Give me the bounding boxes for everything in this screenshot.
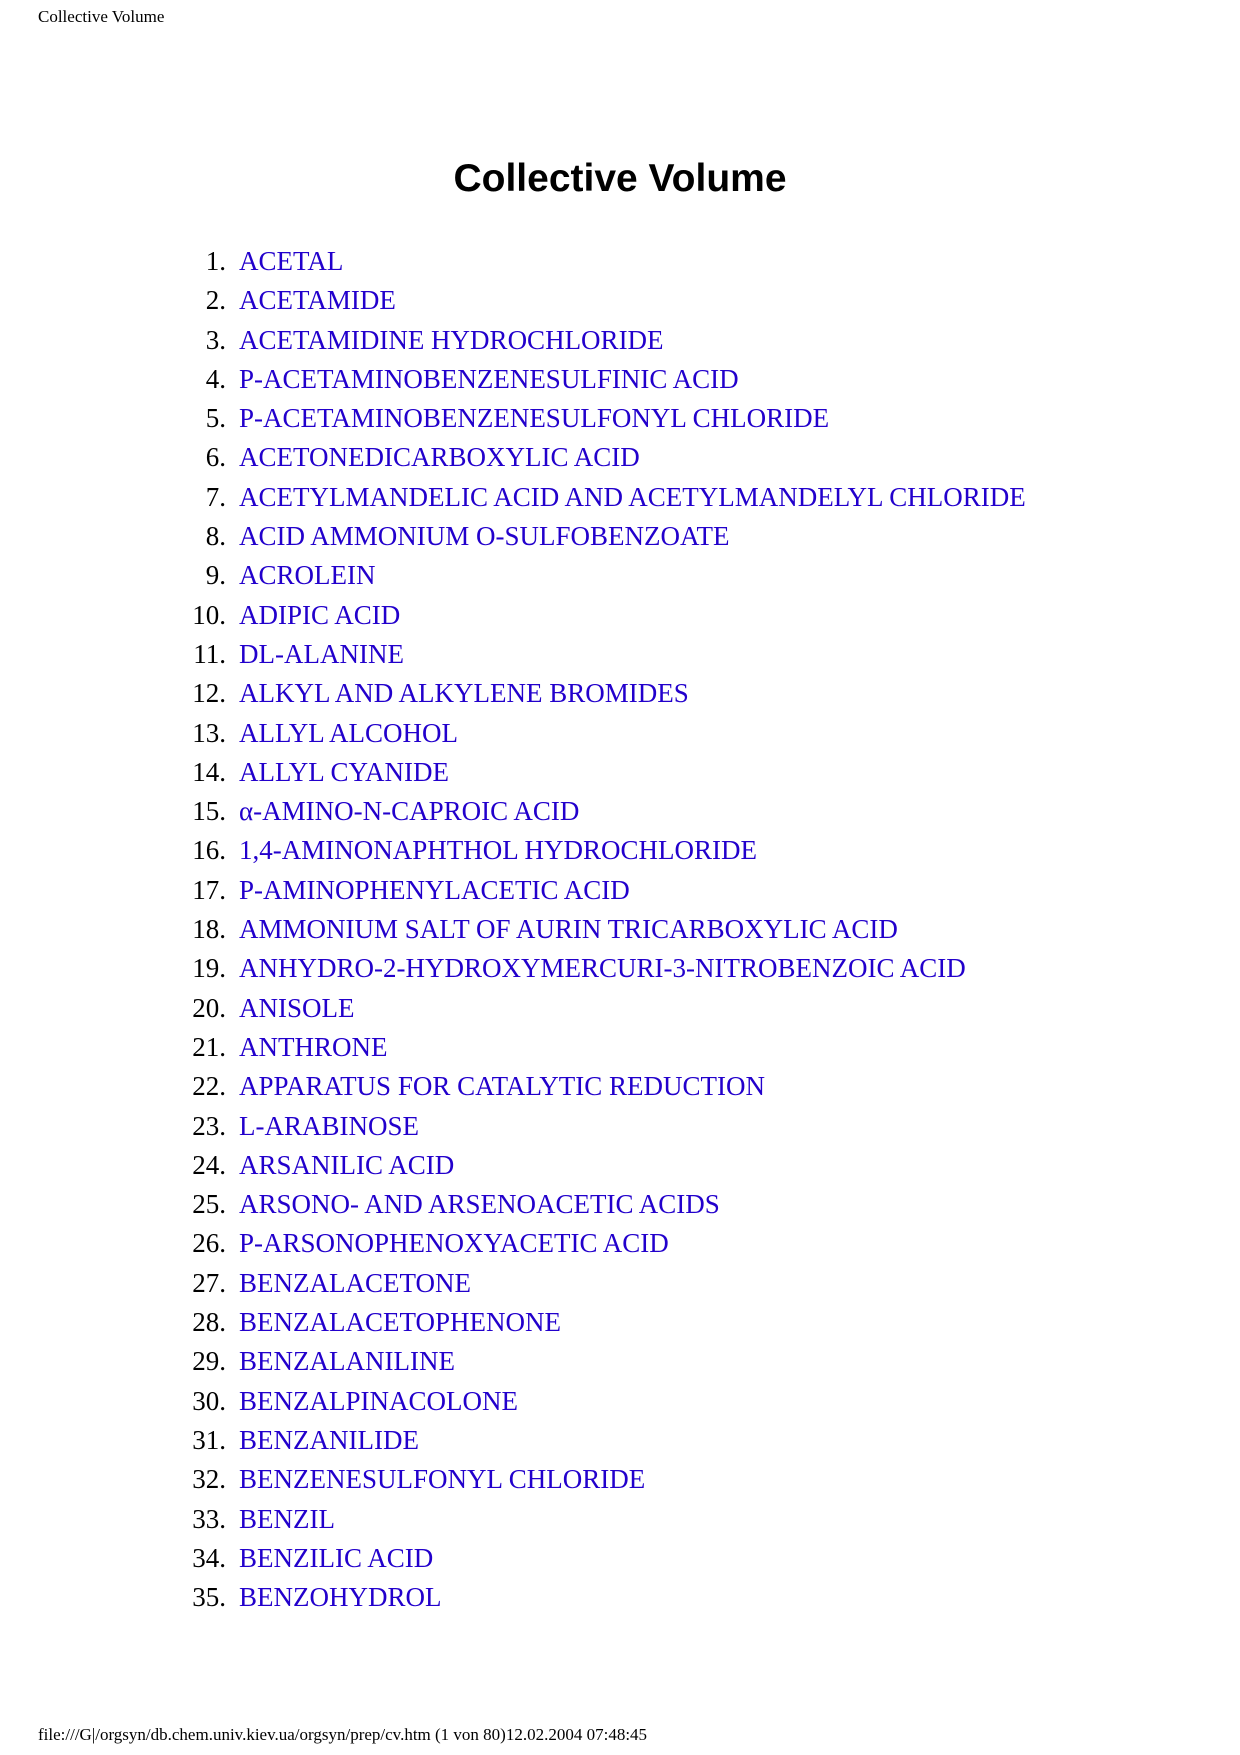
list-item: [0, 674, 1240, 713]
list-item-number: 5.: [205, 403, 226, 434]
toc-link[interactable]: 1,4-AMINONAPHTHOL HYDROCHLORIDE: [239, 835, 757, 866]
toc-link[interactable]: BENZALPINACOLONE: [239, 1385, 518, 1416]
list-item-number: 3.: [205, 324, 226, 355]
list-item-number: 22.: [192, 1071, 226, 1102]
toc-link[interactable]: L-ARABINOSE: [239, 1110, 419, 1141]
list-item: [0, 1224, 1240, 1263]
toc-link[interactable]: BENZALANILINE: [239, 1346, 455, 1377]
list-item-number: 12.: [192, 678, 226, 709]
list-item-number: 8.: [205, 521, 226, 552]
toc-link[interactable]: ACETYLMANDELIC ACID AND ACETYLMANDELYL CHLORIDE: [239, 481, 1026, 512]
toc-link[interactable]: ACID AMMONIUM O-SULFOBENZOATE: [239, 521, 730, 552]
list-item: [0, 1264, 1240, 1303]
toc-list: [0, 242, 1240, 1617]
list-item-number: 35.: [192, 1582, 226, 1613]
toc-link[interactable]: P-ACETAMINOBENZENESULFINIC ACID: [239, 363, 739, 394]
list-item-number: 24.: [192, 1149, 226, 1180]
toc-link[interactable]: BENZANILIDE: [239, 1424, 419, 1455]
toc-link[interactable]: ALLYL ALCOHOL: [239, 717, 459, 748]
toc-link[interactable]: ACETAL: [239, 246, 344, 276]
toc-link[interactable]: BENZENESULFONYL CHLORIDE: [239, 1464, 646, 1495]
toc-link[interactable]: BENZOHYDROL: [239, 1582, 442, 1613]
toc-link[interactable]: BENZIL: [239, 1503, 335, 1534]
list-item-number: 34.: [192, 1542, 226, 1573]
list-item: [0, 438, 1240, 477]
list-item: [0, 556, 1240, 595]
page-footer-url: file:///G|/orgsyn/db.chem.univ.kiev.ua/orgsyn/prep/cv.htm (1 von 80)12.02.2004 07:48:45: [38, 1725, 648, 1744]
toc-link[interactable]: ALLYL CYANIDE: [239, 756, 450, 787]
toc-link[interactable]: P-AMINOPHENYLACETIC ACID: [239, 874, 630, 905]
list-item: [0, 1303, 1240, 1342]
toc-link[interactable]: P-ACETAMINOBENZENESULFONYL CHLORIDE: [239, 403, 830, 434]
toc-link[interactable]: APPARATUS FOR CATALYTIC REDUCTION: [239, 1071, 765, 1102]
toc-link[interactable]: ACROLEIN: [239, 560, 376, 591]
list-item: [0, 242, 1240, 281]
list-item: [0, 1578, 1240, 1617]
list-item: [0, 635, 1240, 674]
list-item: [0, 792, 1240, 831]
list-item-number: 18.: [192, 914, 226, 945]
list-item: [0, 1028, 1240, 1067]
list-item-number: 11.: [193, 638, 226, 669]
list-item-number: 19.: [192, 953, 226, 984]
list-item-number: 9.: [205, 560, 226, 591]
toc-link[interactable]: ANISOLE: [239, 992, 355, 1023]
page-header-title: Collective Volume: [38, 7, 165, 26]
list-item-number: 27.: [192, 1267, 226, 1298]
list-item: [0, 281, 1240, 320]
toc-link[interactable]: ARSONO- AND ARSENOACETIC ACIDS: [239, 1189, 720, 1220]
list-item-number: 29.: [192, 1346, 226, 1377]
list-item: [0, 1342, 1240, 1381]
list-item: [0, 714, 1240, 753]
list-item: [0, 871, 1240, 910]
list-item: [0, 321, 1240, 360]
list-item-number: 17.: [192, 874, 226, 905]
list-item: [0, 360, 1240, 399]
toc-link[interactable]: ACETONEDICARBOXYLIC ACID: [239, 442, 640, 473]
toc-link[interactable]: ACETAMIDE: [239, 285, 396, 316]
toc-link[interactable]: BENZALACETOPHENONE: [239, 1307, 561, 1338]
list-item: [0, 949, 1240, 988]
list-item-number: 10.: [192, 599, 226, 630]
list-item-number: 2.: [205, 285, 226, 316]
list-item: [0, 596, 1240, 635]
list-item-number: 4.: [205, 363, 226, 394]
list-item: [0, 1539, 1240, 1578]
toc-link[interactable]: α-AMINO-N-CAPROIC ACID: [239, 796, 580, 827]
toc-link[interactable]: ALKYL AND ALKYLENE BROMIDES: [239, 678, 689, 709]
list-item: [0, 1460, 1240, 1499]
toc-link[interactable]: BENZILIC ACID: [239, 1542, 434, 1573]
list-item-number: 28.: [192, 1307, 226, 1338]
list-item: [0, 517, 1240, 556]
toc-link[interactable]: ACETAMIDINE HYDROCHLORIDE: [239, 324, 664, 355]
list-item-number: 16.: [192, 835, 226, 866]
list-item-number: 13.: [192, 717, 226, 748]
list-item: [0, 1146, 1240, 1185]
list-item-number: 7.: [205, 481, 226, 512]
list-item: [0, 753, 1240, 792]
list-item: [0, 1421, 1240, 1460]
toc-link[interactable]: ANHYDRO-2-HYDROXYMERCURI-3-NITROBENZOIC ACID: [239, 953, 966, 984]
list-item: [0, 1500, 1240, 1539]
toc-link[interactable]: ADIPIC ACID: [239, 599, 401, 630]
toc-link[interactable]: BENZALACETONE: [239, 1267, 471, 1298]
list-item-number: 15.: [192, 796, 226, 827]
toc-link[interactable]: DL-ALANINE: [239, 638, 404, 669]
list-item: [0, 1107, 1240, 1146]
list-item: [0, 1185, 1240, 1224]
toc-link[interactable]: P-ARSONOPHENOXYACETIC ACID: [239, 1228, 669, 1259]
toc-link[interactable]: ARSANILIC ACID: [239, 1149, 455, 1180]
page-title: Collective Volume: [453, 157, 787, 200]
list-item: [0, 989, 1240, 1028]
list-item-number: 14.: [192, 756, 226, 787]
list-item: [0, 831, 1240, 870]
list-item-number: 20.: [192, 992, 226, 1023]
toc-link[interactable]: ANTHRONE: [239, 1031, 388, 1062]
list-item-number: 21.: [192, 1031, 226, 1062]
list-item-number: 31.: [192, 1424, 226, 1455]
list-item: [0, 910, 1240, 949]
list-item: [0, 1067, 1240, 1106]
list-item: [0, 399, 1240, 438]
list-item-number: 1.: [205, 246, 226, 276]
list-item: [0, 478, 1240, 517]
list-item-number: 32.: [192, 1464, 226, 1495]
list-item-number: 33.: [192, 1503, 226, 1534]
toc-link[interactable]: AMMONIUM SALT OF AURIN TRICARBOXYLIC ACID: [239, 914, 898, 945]
list-item-number: 23.: [192, 1110, 226, 1141]
list-item-number: 26.: [192, 1228, 226, 1259]
list-item-number: 25.: [192, 1189, 226, 1220]
list-item-number: 6.: [205, 442, 226, 473]
list-item: [0, 1382, 1240, 1421]
list-item-number: 30.: [192, 1385, 226, 1416]
